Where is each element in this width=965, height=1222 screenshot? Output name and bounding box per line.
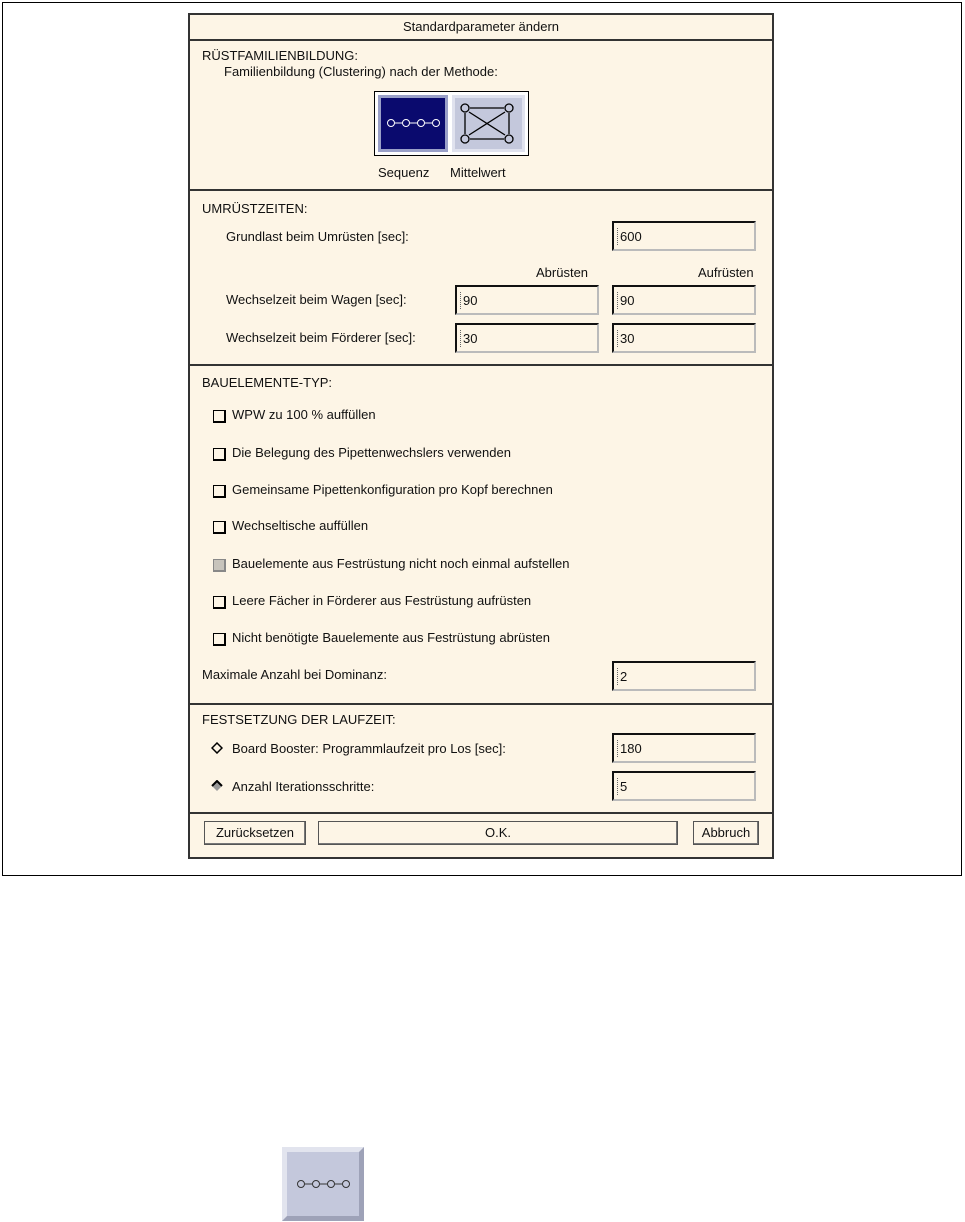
- sequence-chain-icon: [381, 98, 445, 149]
- ok-button[interactable]: O.K.: [318, 821, 678, 845]
- checkbox-label: Gemeinsame Pipettenkonfiguration pro Kopf berechnen: [232, 482, 553, 497]
- checkbox-wechseltische[interactable]: [213, 521, 226, 534]
- col-abruesten-label: Abrüsten: [536, 265, 589, 280]
- sequence-chain-icon: [287, 1152, 359, 1216]
- checkbox-label: Nicht benötigte Bauelemente aus Festrüstung abrüsten: [232, 630, 550, 645]
- divider: [190, 703, 772, 705]
- grundlast-input[interactable]: 600: [612, 221, 756, 251]
- checkbox-label: WPW zu 100 % auffüllen: [232, 407, 376, 422]
- radio-label: Board Booster: Programmlaufzeit pro Los [sec]:: [232, 741, 506, 756]
- board-booster-input[interactable]: 180: [612, 733, 756, 763]
- divider: [190, 364, 772, 366]
- method-sequenz-label: Sequenz: [378, 165, 430, 180]
- section-heading-laufzeit: FESTSETZUNG DER LAUFZEIT:: [202, 712, 396, 727]
- reset-button[interactable]: Zurücksetzen: [204, 821, 306, 845]
- section-heading-clustering: RÜSTFAMILIENBILDUNG:: [202, 48, 359, 63]
- dialog-title: Standardparameter ändern: [190, 15, 772, 41]
- checkbox-label: Bauelemente aus Festrüstung nicht noch einmal aufstellen: [232, 556, 570, 571]
- wagen-abruesten-input[interactable]: 90: [455, 285, 599, 315]
- radio-label: Anzahl Iterationsschritte:: [232, 779, 375, 794]
- method-sequenz-button[interactable]: [378, 95, 448, 152]
- foerderer-abruesten-input[interactable]: 30: [455, 323, 599, 353]
- checkbox-wpw[interactable]: [213, 410, 226, 423]
- checkbox-label: Wechseltische auffüllen: [232, 518, 369, 533]
- checkbox-pipettenwechsler[interactable]: [213, 448, 226, 461]
- checkbox-nicht-benoetigte[interactable]: [213, 633, 226, 646]
- dominanz-label: Maximale Anzahl bei Dominanz:: [202, 667, 387, 682]
- radio-board-booster[interactable]: [211, 742, 223, 754]
- wagen-aufruesten-input[interactable]: 90: [612, 285, 756, 315]
- method-selector: [374, 91, 529, 156]
- dialog: [188, 13, 774, 859]
- method-mittelwert-button[interactable]: [452, 95, 525, 152]
- checkbox-label: Leere Fächer in Förderer aus Festrüstung aufrüsten: [232, 593, 532, 608]
- cancel-button[interactable]: Abbruch: [693, 821, 759, 845]
- divider: [190, 812, 772, 814]
- checkbox-festruestung-aufstellen[interactable]: [213, 559, 226, 572]
- checkbox-label: Die Belegung des Pipettenwechslers verwenden: [232, 445, 511, 460]
- checkbox-pipettenkonfiguration[interactable]: [213, 485, 226, 498]
- checkbox-leere-faecher[interactable]: [213, 596, 226, 609]
- mean-network-icon: [455, 98, 522, 149]
- dominanz-input[interactable]: 2: [612, 661, 756, 691]
- grundlast-label: Grundlast beim Umrüsten [sec]:: [226, 229, 409, 244]
- sequence-method-icon-large: [282, 1147, 364, 1221]
- radio-iterationsschritte[interactable]: [211, 780, 223, 792]
- col-aufruesten-label: Aufrüsten: [698, 265, 754, 280]
- clustering-subheading: Familienbildung (Clustering) nach der Methode:: [224, 64, 498, 79]
- wagen-label: Wechselzeit beim Wagen [sec]:: [226, 292, 407, 307]
- method-mittelwert-label: Mittelwert: [450, 165, 506, 180]
- section-heading-bauelemente: BAUELEMENTE-TYP:: [202, 375, 333, 390]
- foerderer-aufruesten-input[interactable]: 30: [612, 323, 756, 353]
- iterationsschritte-input[interactable]: 5: [612, 771, 756, 801]
- section-heading-umruest: UMRÜSTZEITEN:: [202, 201, 308, 216]
- divider: [190, 189, 772, 191]
- foerderer-label: Wechselzeit beim Förderer [sec]:: [226, 330, 416, 345]
